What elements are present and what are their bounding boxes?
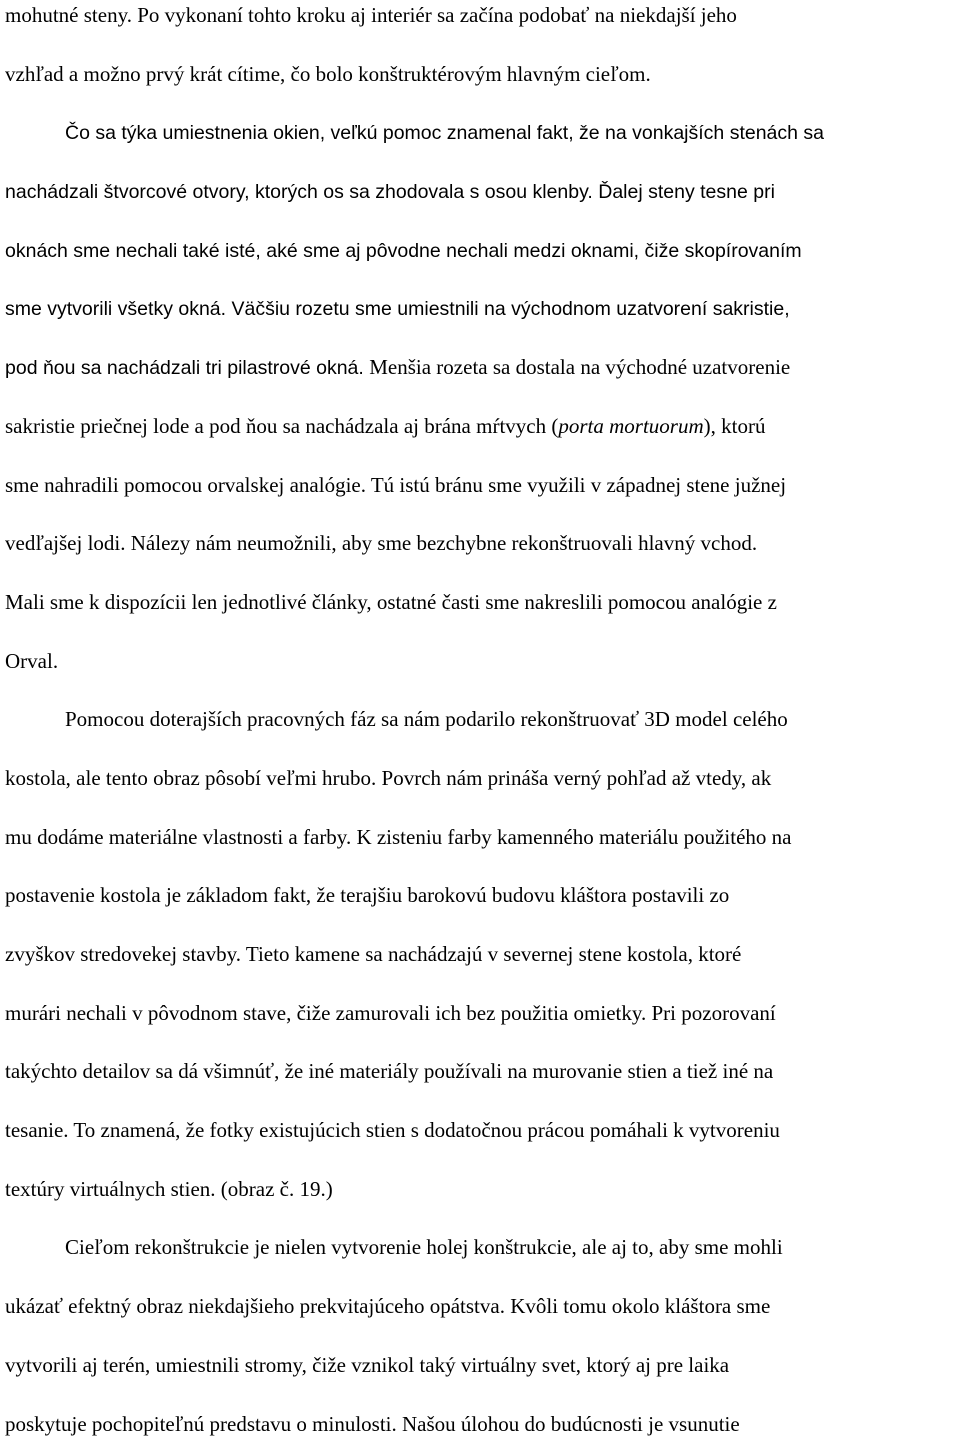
text-segment: oknách sme nechali také isté, aké sme aj pôvodne nechali medzi oknami, čiže skopírovaním <box>5 240 802 262</box>
text-line <box>5 221 959 280</box>
text-line <box>5 866 959 925</box>
text-line <box>5 1395 959 1453</box>
text-segment: nachádzali štvorcové otvory, ktorých os sa zhodovala s osou klenby. Ďalej steny tesne pri <box>5 181 775 203</box>
text-line <box>5 514 959 573</box>
text-segment: vytvorili aj terén, umiestnili stromy, čiže vznikol taký virtuálny svet, ktorý aj pre laika <box>5 1353 729 1377</box>
text-segment: Čo sa týka umiestnenia okien, veľkú pomoc znamenal fakt, že na vonkajších stenách sa <box>65 122 824 144</box>
text-segment: postavenie kostola je základom fakt, že terajšiu barokovú budovu kláštora postavili zo <box>5 883 729 907</box>
text-segment: Mali sme k dispozícii len jednotlivé články, ostatné časti sme nakreslili pomocou analógie z <box>5 590 777 614</box>
text-segment: ukázať efektný obraz niekdajšieho prekvitajúceho opátstva. Kvôli tomu okolo kláštora sme <box>5 1294 770 1318</box>
text-line <box>5 1218 959 1277</box>
text-segment: poskytuje pochopiteľnú predstavu o minulosti. Našou úlohou do budúcnosti je vsunutie <box>5 1412 740 1436</box>
document-page <box>5 0 959 1453</box>
text-segment: Orval. <box>5 649 58 673</box>
text-line <box>5 984 959 1043</box>
text-segment: sme vytvorili všetky okná. Väčšiu rozetu sme umiestnili na východnom uzatvorení sakristie, <box>5 298 790 320</box>
text-line <box>5 456 959 515</box>
text-line <box>5 1160 959 1219</box>
text-line <box>5 162 959 221</box>
text-line <box>5 45 959 104</box>
text-segment: mohutné steny. Po vykonaní tohto kroku aj interiér sa začína podobať na niekdajší jeho <box>5 3 737 27</box>
text-segment: kostola, ale tento obraz pôsobí veľmi hrubo. Povrch nám prináša verný pohľad až vtedy, ak <box>5 766 771 790</box>
text-segment: vedľajšej lodi. Nálezy nám neumožnili, aby sme bezchybne rekonštruovali hlavný vchod. <box>5 531 757 555</box>
text-line <box>5 397 959 456</box>
text-segment: takýchto detailov sa dá všimnúť, že iné materiály používali na murovanie stien a tiež iné na <box>5 1059 773 1083</box>
text-segment: zvyškov stredovekej stavby. Tieto kamene sa nachádzajú v severnej stene kostola, ktoré <box>5 942 741 966</box>
text-line <box>5 808 959 867</box>
text-line <box>5 573 959 632</box>
text-segment: sakristie priečnej lode a pod ňou sa nachádzala aj brána mŕtvych ( <box>5 414 558 438</box>
text-segment: tesanie. To znamená, že fotky existujúcich stien s dodatočnou prácou pomáhali k vytvoreniu <box>5 1118 780 1142</box>
italic-text: porta mortuorum <box>558 414 703 438</box>
text-line <box>5 338 959 397</box>
text-line <box>5 1277 959 1336</box>
text-segment: vzhľad a možno prvý krát cítime, čo bolo konštruktérovým hlavným cieľom. <box>5 62 651 86</box>
text-line <box>5 103 959 162</box>
text-segment: Pomocou doterajších pracovných fáz sa nám podarilo rekonštruovať 3D model celého <box>65 707 788 731</box>
text-segment: Menšia rozeta sa dostala na východné uzatvorenie <box>369 355 790 379</box>
text-segment: Cieľom rekonštrukcie je nielen vytvorenie holej konštrukcie, ale aj to, aby sme mohli <box>65 1235 783 1259</box>
text-line <box>5 632 959 691</box>
text-line <box>5 690 959 749</box>
text-line <box>5 0 959 45</box>
text-segment: ), ktorú <box>704 414 766 438</box>
text-segment: pod ňou sa nachádzali tri pilastrové okná. <box>5 357 369 379</box>
text-line <box>5 1101 959 1160</box>
document-body <box>5 0 959 1453</box>
text-segment: murári nechali v pôvodnom stave, čiže zamurovali ich bez použitia omietky. Pri pozorovaní <box>5 1001 776 1025</box>
text-line <box>5 749 959 808</box>
text-line <box>5 279 959 338</box>
text-segment: textúry virtuálnych stien. (obraz č. 19.) <box>5 1177 333 1201</box>
text-line <box>5 925 959 984</box>
text-segment: sme nahradili pomocou orvalskej analógie. Tú istú bránu sme využili v západnej stene južnej <box>5 473 786 497</box>
text-line <box>5 1042 959 1101</box>
text-segment: mu dodáme materiálne vlastnosti a farby. K zisteniu farby kamenného materiálu použitého na <box>5 825 791 849</box>
text-line <box>5 1336 959 1395</box>
